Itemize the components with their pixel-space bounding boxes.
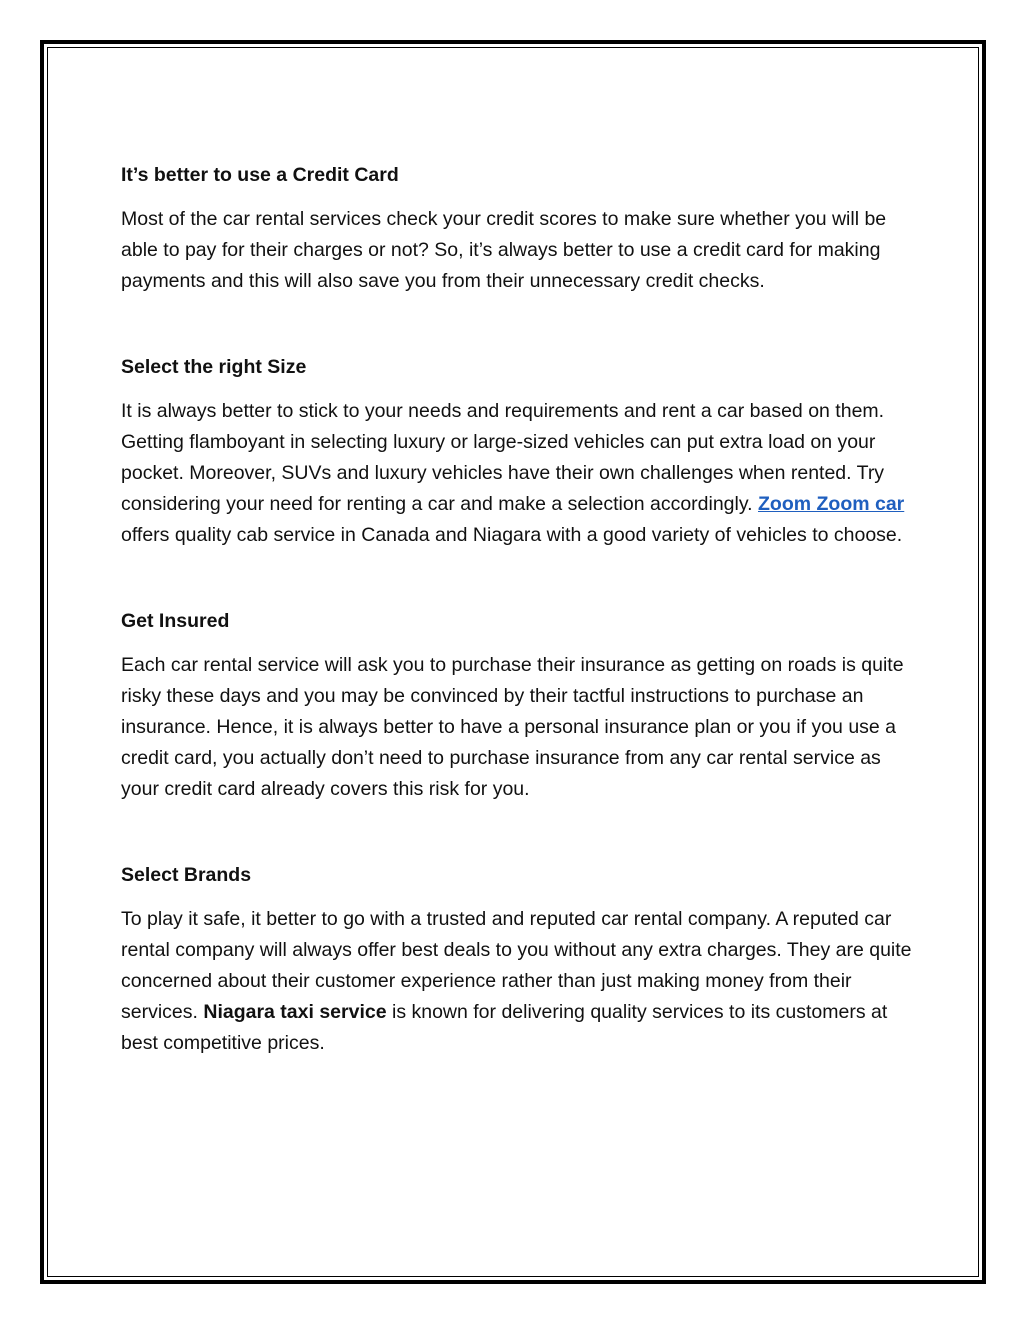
section-paragraph: [121, 396, 921, 551]
zoom-zoom-car-link[interactable]: Zoom Zoom car: [758, 493, 905, 515]
section-heading: It’s better to use a Credit Card: [121, 164, 399, 186]
section-paragraph: Most of the car rental services check your credit scores to make sure whether you will be able to pay for their charges or not? So, it’s always better to use a credit card for making payments and this will also save you from their unnecessary credit checks.: [121, 208, 887, 292]
paragraph-text: is known for delivering quality services to its customers at best competitive prices.: [121, 1001, 888, 1054]
section-heading: Get Insured: [121, 610, 230, 632]
section-right-size: [121, 352, 921, 551]
niagara-taxi-service-text: Niagara taxi service: [203, 1001, 387, 1023]
section-paragraph: Each car rental service will ask you to purchase their insurance as getting on roads is quite risky these days and you may be convinced by their tactful instructions to purchase an insurance. Hence, it is always better to have a personal insurance plan or you if you use a credit card, you actually don’t need to purchase insurance from any car rental service as your credit card already covers this risk for you.: [121, 654, 904, 800]
paragraph-text: offers quality cab service in Canada and Niagara with a good variety of vehicles to choose.: [121, 524, 903, 546]
section-credit-card: [121, 160, 921, 297]
paragraph-text: To play it safe, it better to go with a trusted and reputed car rental company. A reputed car rental company will always offer best deals to you without any extra charges. They are quite concerned about their customer experience rather than just making money from their services.: [121, 908, 912, 1023]
section-paragraph: [121, 904, 921, 1059]
paragraph-text: It is always better to stick to your needs and requirements and rent a car based on them. Getting flamboyant in selecting luxury or large-sized vehicles can put extra load on your pocket. Moreover, SUVs and luxury vehicles have their own challenges when rented. Try considering your need for renting a car and make a selection accordingly.: [121, 400, 885, 515]
document-content: [121, 160, 921, 1059]
section-get-insured: [121, 606, 921, 805]
section-select-brands: [121, 860, 921, 1059]
section-heading: Select Brands: [121, 864, 252, 886]
section-heading: Select the right Size: [121, 356, 307, 378]
